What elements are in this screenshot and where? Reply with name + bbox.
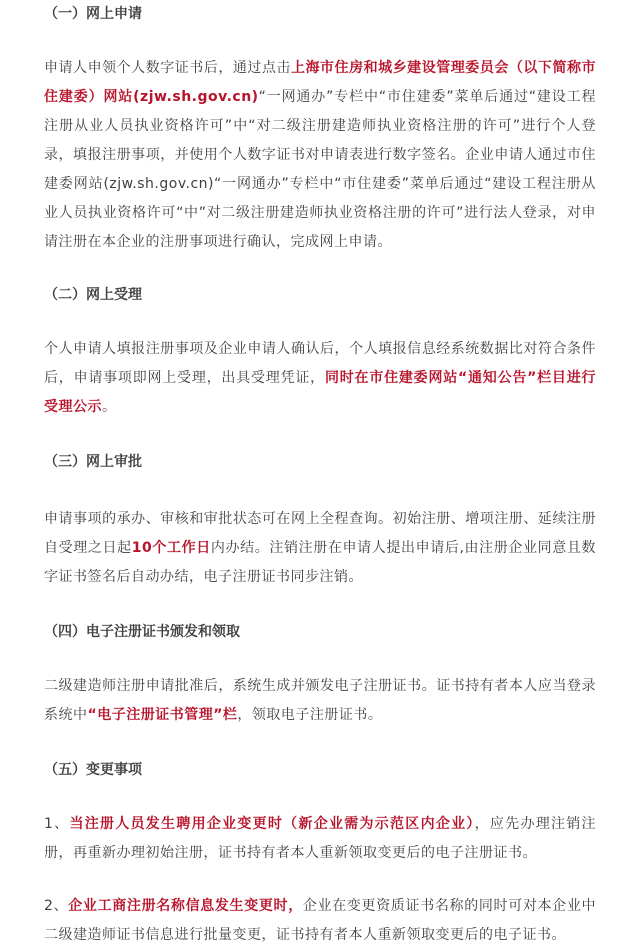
section-heading-certificate-issuance: （四）电子注册证书颁发和领取 bbox=[44, 624, 240, 640]
body-text: 2、 bbox=[44, 898, 69, 914]
section-heading-online-approval: （三）网上审批 bbox=[44, 454, 142, 470]
body-text: 二级建造师注册申请批准后，系统生成并颁发电子注册证书。证书持有者本人应当登录系统中 bbox=[44, 678, 596, 723]
body-text: 内办结。注销注册在申请人提出申请后,由注册企业同意且数字证书签名后自动办结，电子注册证书同步注销。 bbox=[44, 540, 597, 585]
section-heading-online-application: （一）网上申请 bbox=[44, 6, 142, 22]
body-text: ，应先办理注销注册，再重新办理初始注册，证书持有者本人重新领取变更后的电子注册证书。 bbox=[44, 816, 597, 861]
body-text: 。 bbox=[102, 399, 117, 415]
body-text: 个人申请人填报注册事项及企业申请人确认后，个人填报信息经系统数据比对符合条件后，申请事项即网上受理，出具受理凭证， bbox=[44, 341, 596, 386]
section-heading-online-acceptance: （二）网上受理 bbox=[44, 287, 142, 303]
highlighted-text: “电子注册证书管理”栏 bbox=[87, 707, 238, 723]
body-text: “一网通办”专栏中“市住建委”菜单后通过“建设工程注册从业人员执业资格许可”中“对二级注册建造师执业资格注册的许可”进行个人登录，填报注册事项，并使用个人数字证书对申请表进行数字签名。企业申请人通过市住建委网站(zjw.sh.gov.cn)“一网通办”专栏中“市住建委”菜单后通过“建设工程注册从业人员执业资格许可“中”对二级注册建造师执业资格注册的许可”进行法人登录，对申请注册在本企业的注册事项进行确认，完成网上申请。 bbox=[44, 89, 596, 250]
section-paragraph-change-employer bbox=[44, 810, 596, 868]
section-heading-change-matters: （五）变更事项 bbox=[44, 762, 142, 778]
body-text: 1、 bbox=[44, 816, 70, 832]
section-paragraph-online-application bbox=[44, 54, 596, 257]
section-paragraph-change-company-name bbox=[44, 892, 596, 950]
body-text: ，领取电子注册证书。 bbox=[237, 707, 383, 723]
body-text: 申请人申领个人数字证书后，通过点击 bbox=[44, 60, 291, 76]
body-text: 企业在变更资质证书名称的同时可对本企业中二级建造师证书信息进行批量变更，证书持有者本人重新领取变更后的电子证书。 bbox=[44, 898, 597, 943]
highlighted-text: 10个工作日 bbox=[131, 540, 211, 556]
article-body bbox=[44, 0, 596, 950]
highlighted-text: 当注册人员发生聘用企业变更时（新企业需为示范区内企业） bbox=[69, 816, 475, 832]
section-paragraph-online-approval bbox=[44, 505, 596, 592]
highlighted-text: 上海市住房和城乡建设管理委员会（以下简称市住建委）网站(zjw.sh.gov.cn) bbox=[44, 60, 597, 105]
section-paragraph-online-acceptance bbox=[44, 335, 596, 422]
highlighted-text: 同时在市住建委网站“通知公告”栏目进行受理公示 bbox=[44, 370, 597, 415]
section-paragraph-certificate-issuance bbox=[44, 672, 596, 730]
body-text: 申请事项的承办、审核和审批状态可在网上全程查询。初始注册、增项注册、延续注册自受理之日起 bbox=[44, 511, 596, 556]
highlighted-text: 企业工商注册名称信息发生变更时， bbox=[68, 898, 303, 914]
